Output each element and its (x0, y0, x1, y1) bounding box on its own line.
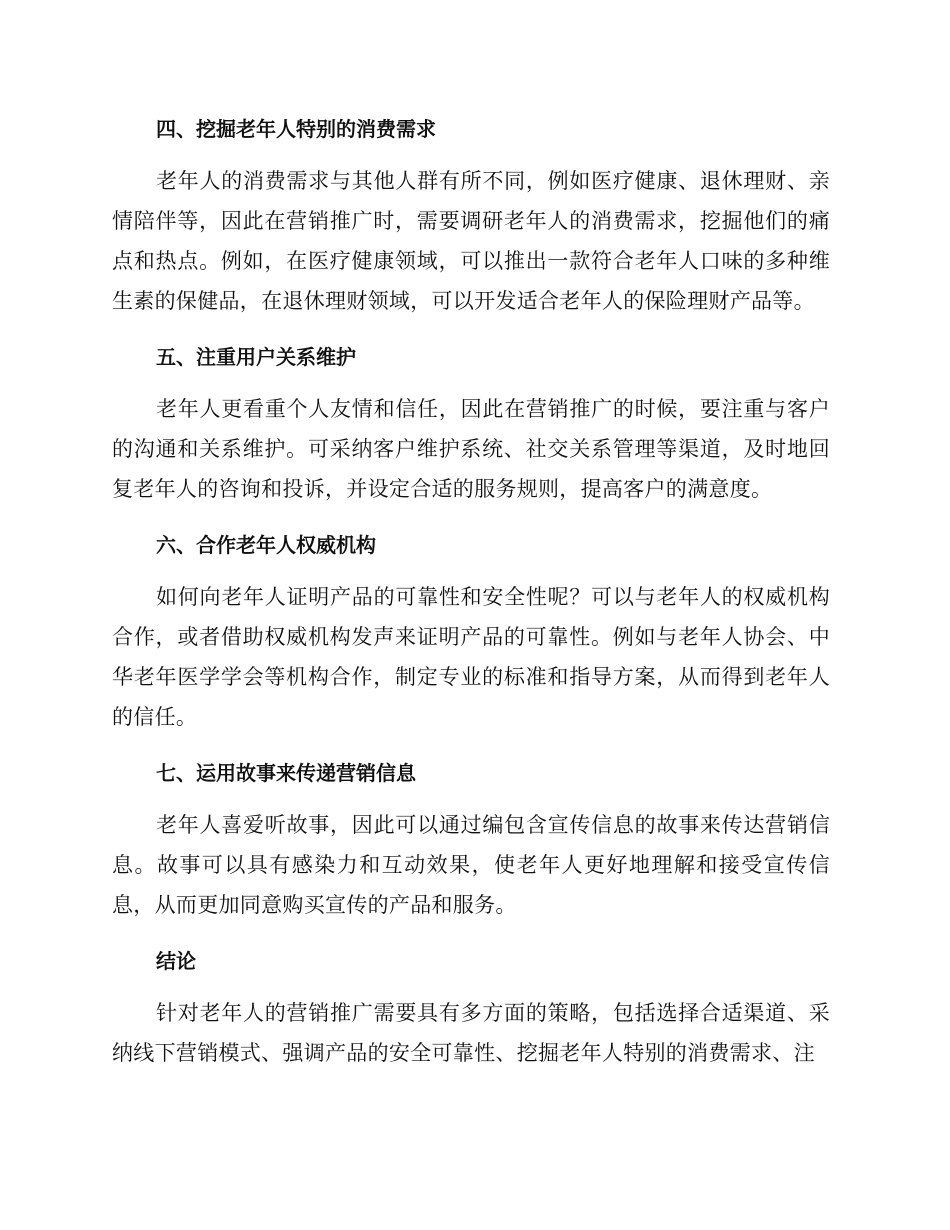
section-heading-7: 七、运用故事来传递营销信息 (156, 761, 416, 785)
section-heading-4: 四、挖掘老年人特别的消费需求 (156, 117, 436, 141)
conclusion-heading: 结论 (156, 949, 196, 973)
section-heading-5: 五、注重用户关系维护 (156, 345, 356, 369)
section-paragraph-5: 老年人更看重个人友情和信任，因此在营销推广的时候，要注重与客户的沟通和关系维护。可采纳客户维护系统、社交关系管理等渠道，及时地回复老年人的咨询和投诉，并设定合适的服务规则，提高客户的满意度。 (112, 397, 830, 501)
section-paragraph-6: 如何向老年人证明产品的可靠性和安全性呢？可以与老年人的权威机构合作，或者借助权威机构发声来证明产品的可靠性。例如与老年人协会、中华老年医学学会等机构合作，制定专业的标准和指导方案，从而得到老年人的信任。 (112, 585, 830, 729)
conclusion-paragraph: 针对老年人的营销推广需要具有多方面的策略，包括选择合适渠道、采纳线下营销模式、强调产品的安全可靠性、挖掘老年人特别的消费需求、注 (112, 1001, 830, 1065)
section-heading-6: 六、合作老年人权威机构 (156, 533, 376, 557)
document-body (112, 109, 830, 1073)
section-paragraph-4: 老年人的消费需求与其他人群有所不同，例如医疗健康、退休理财、亲情陪伴等，因此在营销推广时，需要调研老年人的消费需求，挖掘他们的痛点和热点。例如，在医疗健康领域，可以推出一款符合老年人口味的多种维生素的保健品，在退休理财领域，可以开发适合老年人的保险理财产品等。 (112, 169, 830, 313)
section-paragraph-7: 老年人喜爱听故事，因此可以通过编包含宣传信息的故事来传达营销信息。故事可以具有感染力和互动效果，使老年人更好地理解和接受宣传信息，从而更加同意购买宣传的产品和服务。 (112, 813, 830, 917)
